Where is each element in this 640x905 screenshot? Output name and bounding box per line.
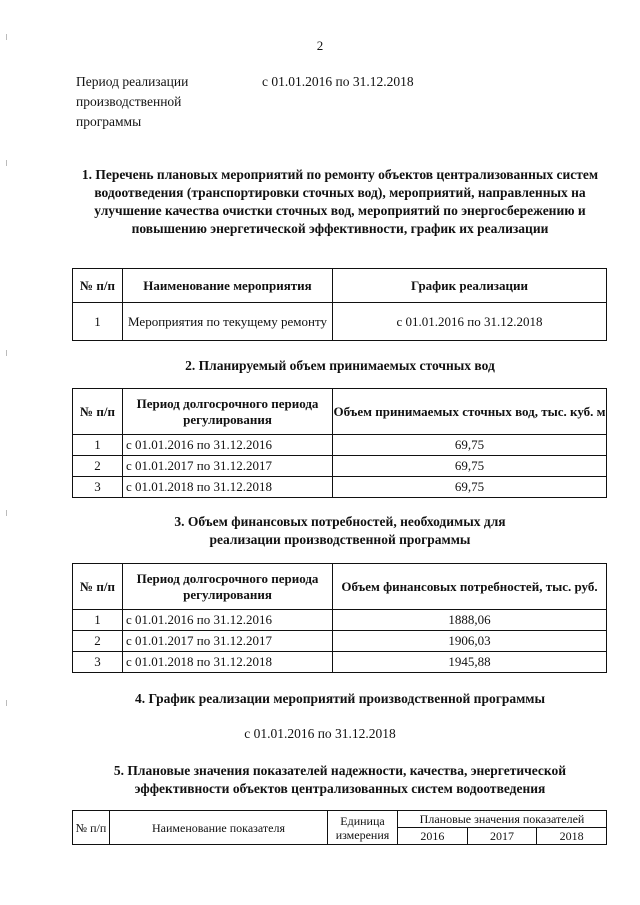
section3-header-period: Период долгосрочного периода регулирования [123, 564, 333, 610]
scan-mark [6, 34, 7, 40]
section3-cell-finance: 1888,06 [333, 610, 607, 631]
section4-value: с 01.01.2016 по 31.12.2018 [244, 726, 396, 741]
scan-mark [6, 510, 7, 516]
section2-header-period: Период долгосрочного периода регулирования [123, 389, 333, 435]
period-value: с 01.01.2016 по 31.12.2018 [262, 74, 414, 89]
section2-cell-volume: 69,75 [333, 477, 607, 498]
table-row [73, 610, 607, 631]
section5-table [72, 810, 607, 845]
section3-cell-period: с 01.01.2018 по 31.12.2018 [123, 652, 333, 673]
section2-cell-volume: 69,75 [333, 456, 607, 477]
scan-mark [6, 700, 7, 706]
table-row [73, 631, 607, 652]
section3-cell-period: с 01.01.2017 по 31.12.2017 [123, 631, 333, 652]
section3-cell-num: 3 [73, 652, 123, 673]
section1-cell-schedule: с 01.01.2016 по 31.12.2018 [333, 303, 607, 341]
section2-cell-num: 3 [73, 477, 123, 498]
section3-cell-finance: 1906,03 [333, 631, 607, 652]
section1-title: 1. Перечень плановых мероприятий по ремонту объектов централизованных систем водоотведения (транспортировки сточных вод), мероприятий, направленных на улучшение качества очистки сточных вод, мероприятий по энергосбережению и повышению энергетической эффективности, график их реализации [81, 167, 599, 236]
section5-header-year-2016: 2016 [398, 828, 468, 845]
section2-header-volume: Объем принимаемых сточных вод, тыс. куб. м [333, 389, 607, 435]
section2-cell-period: с 01.01.2017 по 31.12.2017 [123, 456, 333, 477]
section1-header-num: № п/п [73, 269, 123, 303]
table-row [73, 477, 607, 498]
section3-header-finance: Объем финансовых потребностей, тыс. руб. [333, 564, 607, 610]
section1-table [72, 268, 607, 341]
section3-cell-period: с 01.01.2016 по 31.12.2016 [123, 610, 333, 631]
section1-header-name: Наименование мероприятия [123, 269, 333, 303]
section5-header-plan: Плановые значения показателей [398, 811, 607, 828]
period-label: Период реализации производственной программы [76, 74, 189, 129]
section5-title: 5. Плановые значения показателей надежности, качества, энергетической эффективности объектов централизованных систем водоотведения [113, 763, 567, 796]
section2-cell-num: 1 [73, 435, 123, 456]
section2-header-num: № п/п [73, 389, 123, 435]
section5-header-num: № п/п [73, 811, 110, 845]
section5-header-name: Наименование показателя [110, 811, 328, 845]
section2-cell-num: 2 [73, 456, 123, 477]
table-row [73, 652, 607, 673]
table-row [73, 435, 607, 456]
section3-cell-finance: 1945,88 [333, 652, 607, 673]
scan-mark [6, 350, 7, 356]
page-number: 2 [316, 38, 324, 53]
section5-header-year-2018: 2018 [537, 828, 607, 845]
table-row [73, 303, 607, 341]
section5-header-unit: Единица измерения [328, 811, 398, 845]
section3-table [72, 563, 607, 673]
section4-title: 4. График реализации мероприятий производственной программы [134, 691, 546, 706]
table-row [73, 456, 607, 477]
section1-header-schedule: График реализации [333, 269, 607, 303]
section3-cell-num: 1 [73, 610, 123, 631]
section3-header-num: № п/п [73, 564, 123, 610]
section3-title: 3. Объем финансовых потребностей, необходимых для реализации производственной программы [174, 514, 506, 547]
scan-mark [6, 160, 7, 166]
section3-cell-num: 2 [73, 631, 123, 652]
section1-cell-name: Мероприятия по текущему ремонту [123, 303, 333, 341]
section2-cell-volume: 69,75 [333, 435, 607, 456]
section2-title: 2. Планируемый объем принимаемых сточных вод [185, 358, 495, 373]
section2-table [72, 388, 607, 498]
section1-cell-num: 1 [73, 303, 123, 341]
section2-cell-period: с 01.01.2018 по 31.12.2018 [123, 477, 333, 498]
section5-header-year-2017: 2017 [467, 828, 537, 845]
section2-cell-period: с 01.01.2016 по 31.12.2016 [123, 435, 333, 456]
